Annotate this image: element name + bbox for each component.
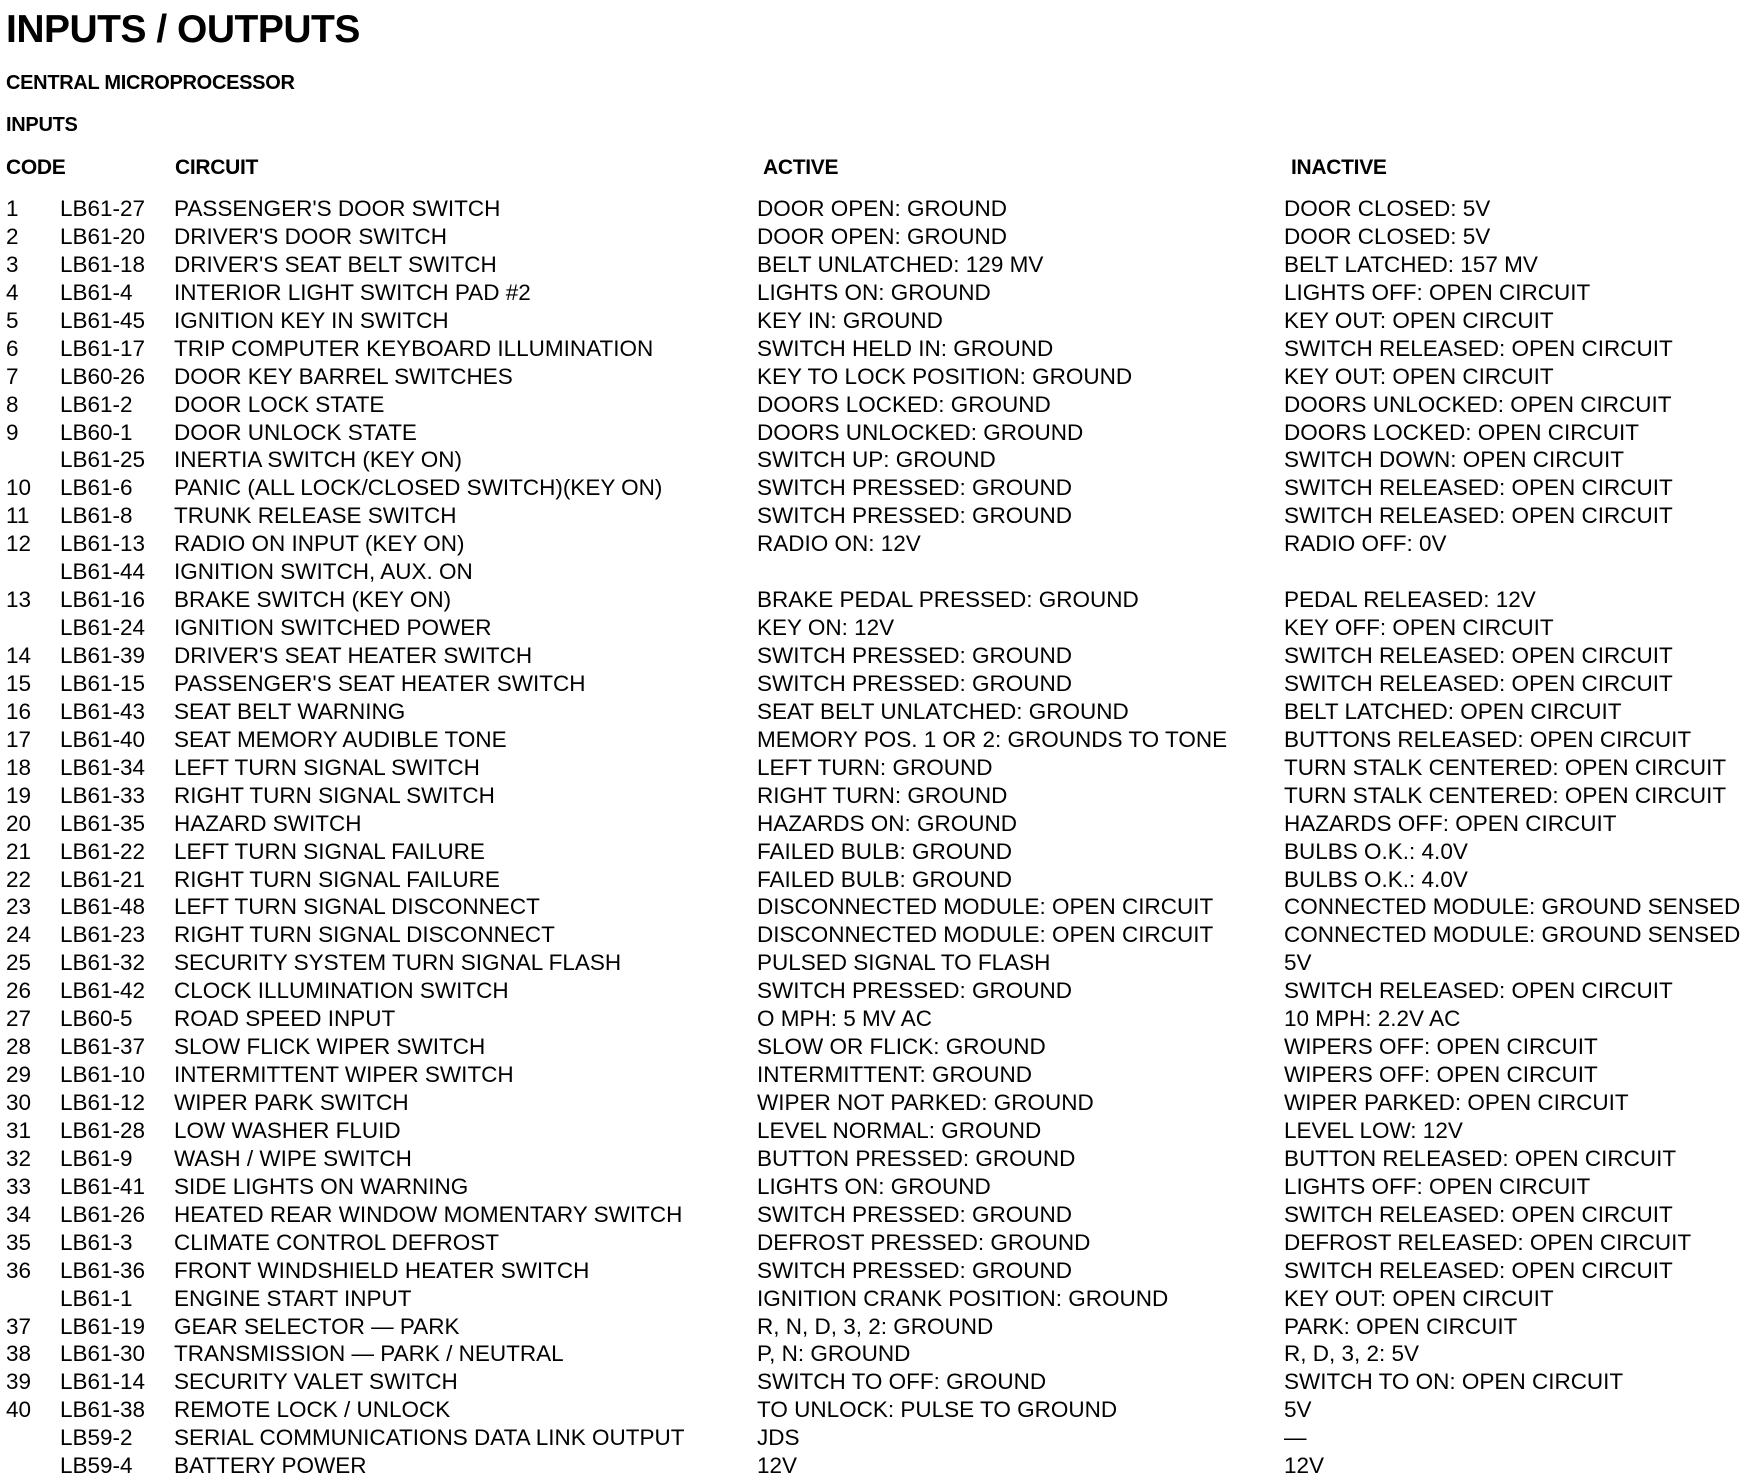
circuit-name: IGNITION SWITCHED POWER	[174, 615, 492, 641]
active-state: DOORS UNLOCKED: GROUND	[757, 419, 1084, 445]
table-row	[0, 502, 1762, 530]
active-state: KEY TO LOCK POSITION: GROUND	[757, 363, 1133, 389]
inactive-state: KEY OUT: OPEN CIRCUIT	[1284, 307, 1554, 333]
table-row	[0, 726, 1762, 754]
code-number: 4	[6, 279, 19, 305]
table-row	[0, 921, 1762, 949]
inactive-state: BUTTON RELEASED: OPEN CIRCUIT	[1284, 1145, 1677, 1171]
pin-code: LB61-42	[60, 978, 146, 1004]
circuit-name: LEFT TURN SIGNAL FAILURE	[174, 838, 485, 864]
table-row	[0, 474, 1762, 502]
inactive-state: DOORS LOCKED: OPEN CIRCUIT	[1284, 419, 1640, 445]
circuit-name: REMOTE LOCK / UNLOCK	[174, 1397, 451, 1423]
inactive-state: PARK: OPEN CIRCUIT	[1284, 1313, 1518, 1339]
circuit-name: SECURITY SYSTEM TURN SIGNAL FLASH	[174, 950, 622, 976]
circuit-name: SERIAL COMMUNICATIONS DATA LINK OUTPUT	[174, 1425, 685, 1451]
pin-code: LB61-9	[60, 1145, 133, 1171]
circuit-name: DRIVER'S SEAT HEATER SWITCH	[174, 643, 533, 668]
inactive-state: TURN STALK CENTERED: OPEN CIRCUIT	[1284, 754, 1727, 780]
table-row	[0, 1424, 1762, 1452]
circuit-name: LOW WASHER FLUID	[174, 1117, 401, 1143]
circuit-name: CLIMATE CONTROL DEFROST	[174, 1229, 500, 1255]
table-row	[0, 446, 1762, 474]
circuit-name: DRIVER'S DOOR SWITCH	[174, 223, 448, 249]
inactive-state: 5V	[1284, 950, 1312, 976]
pin-code: LB61-40	[60, 726, 146, 752]
pin-code: LB61-17	[60, 335, 146, 361]
code-number: 27	[6, 1006, 32, 1032]
active-state: JDS	[757, 1425, 800, 1451]
circuit-name: DOOR KEY BARREL SWITCHES	[174, 363, 513, 389]
circuit-name: CLOCK ILLUMINATION SWITCH	[174, 978, 509, 1004]
code-number: 32	[6, 1145, 32, 1171]
table-row	[0, 279, 1762, 307]
table-row	[0, 1313, 1762, 1341]
inactive-state: DOOR CLOSED: 5V	[1284, 196, 1491, 221]
active-state: WIPER NOT PARKED: GROUND	[757, 1090, 1094, 1115]
pin-code: LB61-16	[60, 587, 146, 613]
code-number: 1	[6, 196, 19, 221]
code-number: 3	[6, 251, 19, 277]
circuit-name: WIPER PARK SWITCH	[174, 1090, 409, 1115]
code-number: 20	[6, 810, 32, 836]
active-state: SWITCH PRESSED: GROUND	[757, 475, 1073, 501]
pin-code: LB61-18	[60, 251, 146, 277]
table-row	[0, 391, 1762, 419]
inactive-state: BUTTONS RELEASED: OPEN CIRCUIT	[1284, 726, 1692, 752]
circuit-name: SECURITY VALET SWITCH	[174, 1369, 458, 1395]
table-row	[0, 1033, 1762, 1061]
pin-code: LB61-26	[60, 1201, 146, 1227]
table-row	[0, 363, 1762, 391]
active-state: SEAT BELT UNLATCHED: GROUND	[757, 698, 1129, 724]
active-state: DOORS LOCKED: GROUND	[757, 391, 1051, 417]
circuit-name: SIDE LIGHTS ON WARNING	[174, 1173, 469, 1199]
circuit-name: RIGHT TURN SIGNAL FAILURE	[174, 866, 500, 892]
table-row	[0, 949, 1762, 977]
code-number: 30	[6, 1090, 32, 1115]
active-state: BRAKE PEDAL PRESSED: GROUND	[757, 587, 1139, 613]
code-number: 23	[6, 894, 32, 920]
pin-code: LB61-35	[60, 810, 146, 836]
pin-code: LB61-41	[60, 1173, 146, 1199]
circuit-name: TRIP COMPUTER KEYBOARD ILLUMINATION	[174, 335, 654, 361]
active-state: DISCONNECTED MODULE: OPEN CIRCUIT	[757, 894, 1214, 920]
pin-code: LB59-4	[60, 1453, 133, 1479]
pin-code: LB61-13	[60, 531, 146, 557]
code-number: 7	[6, 363, 19, 389]
pin-code: LB61-15	[60, 670, 146, 696]
circuit-name: PANIC (ALL LOCK/CLOSED SWITCH)(KEY ON)	[174, 475, 663, 501]
table-row	[0, 1005, 1762, 1033]
active-state: R, N, D, 3, 2: GROUND	[757, 1313, 994, 1339]
table-row	[0, 558, 1762, 586]
table-row	[0, 754, 1762, 782]
code-number: 11	[6, 503, 30, 529]
active-state: SWITCH PRESSED: GROUND	[757, 643, 1073, 668]
table-row	[0, 586, 1762, 614]
pin-code: LB61-45	[60, 307, 146, 333]
active-state: SWITCH PRESSED: GROUND	[757, 503, 1073, 529]
inactive-state: SWITCH DOWN: OPEN CIRCUIT	[1284, 447, 1624, 473]
table-row	[0, 893, 1762, 921]
section-heading: INPUTS	[6, 114, 78, 136]
pin-code: LB60-26	[60, 363, 146, 389]
table-row	[0, 1340, 1762, 1368]
pin-code: LB61-34	[60, 754, 146, 780]
circuit-name: SLOW FLICK WIPER SWITCH	[174, 1034, 486, 1060]
circuit-name: ENGINE START INPUT	[174, 1285, 412, 1311]
active-state: LIGHTS ON: GROUND	[757, 279, 991, 305]
table-row	[0, 1145, 1762, 1173]
pin-code: LB61-39	[60, 643, 146, 668]
active-state: BELT UNLATCHED: 129 MV	[757, 251, 1044, 277]
inactive-state: 12V	[1284, 1453, 1325, 1479]
pin-code: LB61-38	[60, 1397, 146, 1423]
pin-code: LB60-5	[60, 1006, 133, 1032]
pin-code: LB61-4	[60, 279, 133, 305]
code-number: 22	[6, 866, 32, 892]
table-row	[0, 1452, 1762, 1480]
circuit-name: RIGHT TURN SIGNAL SWITCH	[174, 782, 495, 808]
circuit-name: HAZARD SWITCH	[174, 810, 362, 836]
active-state: P, N: GROUND	[757, 1341, 911, 1367]
circuit-name: BRAKE SWITCH (KEY ON)	[174, 587, 452, 613]
inactive-state: LIGHTS OFF: OPEN CIRCUIT	[1284, 1173, 1591, 1199]
table-row	[0, 1061, 1762, 1089]
pin-code: LB61-27	[60, 196, 146, 221]
code-number: 31	[6, 1117, 32, 1143]
table-row	[0, 530, 1762, 558]
table-row	[0, 419, 1762, 447]
active-state: DOOR OPEN: GROUND	[757, 196, 1008, 221]
active-state: DEFROST PRESSED: GROUND	[757, 1229, 1091, 1255]
active-state: BUTTON PRESSED: GROUND	[757, 1145, 1076, 1171]
code-number: 40	[6, 1397, 32, 1423]
active-state: LEVEL NORMAL: GROUND	[757, 1117, 1042, 1143]
inactive-state: BULBS O.K.: 4.0V	[1284, 838, 1468, 864]
inactive-state: SWITCH RELEASED: OPEN CIRCUIT	[1284, 978, 1673, 1004]
pin-code: LB61-1	[60, 1285, 133, 1311]
circuit-name: FRONT WINDSHIELD HEATER SWITCH	[174, 1257, 590, 1283]
table-row	[0, 782, 1762, 810]
pin-code: LB61-24	[60, 615, 146, 641]
inactive-state: SWITCH RELEASED: OPEN CIRCUIT	[1284, 503, 1673, 529]
code-number: 39	[6, 1369, 32, 1395]
inactive-state: DEFROST RELEASED: OPEN CIRCUIT	[1284, 1229, 1692, 1255]
pin-code: LB61-3	[60, 1229, 133, 1255]
pin-code: LB61-22	[60, 838, 146, 864]
active-state: SWITCH HELD IN: GROUND	[757, 335, 1054, 361]
circuit-name: TRUNK RELEASE SWITCH	[174, 503, 457, 529]
inactive-state: SWITCH RELEASED: OPEN CIRCUIT	[1284, 1257, 1673, 1283]
circuit-name: IGNITION KEY IN SWITCH	[174, 307, 449, 333]
pin-code: LB61-12	[60, 1090, 146, 1115]
circuit-name: HEATED REAR WINDOW MOMENTARY SWITCH	[174, 1201, 683, 1227]
code-number: 5	[6, 307, 19, 333]
code-number: 2	[6, 223, 19, 249]
code-number: 24	[6, 922, 32, 948]
table-row	[0, 642, 1762, 670]
active-state: DISCONNECTED MODULE: OPEN CIRCUIT	[757, 922, 1214, 948]
circuit-name: INERTIA SWITCH (KEY ON)	[174, 447, 462, 473]
inactive-state: SWITCH RELEASED: OPEN CIRCUIT	[1284, 643, 1673, 668]
active-state: LIGHTS ON: GROUND	[757, 1173, 991, 1199]
inactive-state: —	[1284, 1425, 1307, 1451]
table-row	[0, 810, 1762, 838]
inactive-state: WIPERS OFF: OPEN CIRCUIT	[1284, 1062, 1598, 1088]
inactive-state: TURN STALK CENTERED: OPEN CIRCUIT	[1284, 782, 1727, 808]
inactive-state: WIPERS OFF: OPEN CIRCUIT	[1284, 1034, 1598, 1060]
column-header-active: ACTIVE	[763, 156, 839, 179]
page-title: INPUTS / OUTPUTS	[6, 8, 360, 51]
pin-code: LB61-6	[60, 475, 133, 501]
active-state: SWITCH PRESSED: GROUND	[757, 978, 1073, 1004]
table-row	[0, 251, 1762, 279]
circuit-name: ROAD SPEED INPUT	[174, 1006, 396, 1032]
table-row	[0, 977, 1762, 1005]
inactive-state: LIGHTS OFF: OPEN CIRCUIT	[1284, 279, 1591, 305]
pin-code: LB61-36	[60, 1257, 146, 1283]
pin-code: LB61-43	[60, 698, 146, 724]
pin-code: LB61-2	[60, 391, 133, 417]
table-row	[0, 223, 1762, 251]
active-state: SWITCH TO OFF: GROUND	[757, 1369, 1047, 1395]
active-state: HAZARDS ON: GROUND	[757, 810, 1018, 836]
active-state: SLOW OR FLICK: GROUND	[757, 1034, 1046, 1060]
table-row	[0, 698, 1762, 726]
code-number: 14	[6, 643, 32, 668]
active-state: INTERMITTENT: GROUND	[757, 1062, 1032, 1088]
code-number: 18	[6, 754, 32, 780]
inactive-state: HAZARDS OFF: OPEN CIRCUIT	[1284, 810, 1617, 836]
code-number: 16	[6, 698, 32, 724]
code-number: 10	[6, 475, 32, 501]
inactive-state: PEDAL RELEASED: 12V	[1284, 587, 1536, 613]
pin-code: LB61-25	[60, 447, 146, 473]
pin-code: LB61-23	[60, 922, 146, 948]
active-state: PULSED SIGNAL TO FLASH	[757, 950, 1051, 976]
pin-code: LB61-33	[60, 782, 146, 808]
column-header-code: CODE	[6, 156, 66, 179]
circuit-name: DOOR UNLOCK STATE	[174, 419, 417, 445]
column-header-circuit: CIRCUIT	[175, 156, 259, 179]
pin-code: LB61-10	[60, 1062, 146, 1088]
inactive-state: RADIO OFF: 0V	[1284, 531, 1447, 557]
active-state: FAILED BULB: GROUND	[757, 838, 1013, 864]
active-state: IGNITION CRANK POSITION: GROUND	[757, 1285, 1169, 1311]
active-state: O MPH: 5 MV AC	[757, 1006, 933, 1032]
code-number: 38	[6, 1341, 32, 1367]
inactive-state: DOOR CLOSED: 5V	[1284, 223, 1491, 249]
pin-code: LB61-8	[60, 503, 133, 529]
circuit-name: SEAT MEMORY AUDIBLE TONE	[174, 726, 507, 752]
pin-code: LB61-20	[60, 223, 146, 249]
inactive-state: DOORS UNLOCKED: OPEN CIRCUIT	[1284, 391, 1672, 417]
inactive-state: CONNECTED MODULE: GROUND SENSED	[1284, 922, 1741, 948]
code-number: 15	[6, 670, 32, 696]
inactive-state: BULBS O.K.: 4.0V	[1284, 866, 1468, 892]
active-state: SWITCH PRESSED: GROUND	[757, 1257, 1073, 1283]
inactive-state: SWITCH TO ON: OPEN CIRCUIT	[1284, 1369, 1624, 1395]
active-state: KEY ON: 12V	[757, 615, 895, 641]
code-number: 12	[6, 531, 32, 557]
table-row	[0, 1368, 1762, 1396]
code-number: 37	[6, 1313, 32, 1339]
circuit-name: INTERMITTENT WIPER SWITCH	[174, 1062, 514, 1088]
active-state: KEY IN: GROUND	[757, 307, 943, 333]
table-row	[0, 1201, 1762, 1229]
circuit-name: LEFT TURN SIGNAL SWITCH	[174, 754, 480, 780]
table-row	[0, 1285, 1762, 1313]
pin-code: LB61-14	[60, 1369, 146, 1395]
table-row	[0, 670, 1762, 698]
table-row	[0, 838, 1762, 866]
pin-code: LB61-44	[60, 559, 146, 585]
page-subtitle: CENTRAL MICROPROCESSOR	[6, 72, 295, 94]
code-number: 29	[6, 1062, 32, 1088]
inactive-state: BELT LATCHED: 157 MV	[1284, 251, 1538, 277]
circuit-name: DOOR LOCK STATE	[174, 391, 385, 417]
inactive-state: 5V	[1284, 1397, 1312, 1423]
inactive-state: LEVEL LOW: 12V	[1284, 1117, 1463, 1143]
pin-code: LB61-30	[60, 1341, 146, 1367]
code-number: 36	[6, 1257, 32, 1283]
inactive-state: KEY OUT: OPEN CIRCUIT	[1284, 363, 1554, 389]
circuit-name: LEFT TURN SIGNAL DISCONNECT	[174, 894, 540, 920]
inactive-state: R, D, 3, 2: 5V	[1284, 1341, 1420, 1367]
pin-code: LB61-48	[60, 894, 146, 920]
inactive-state: SWITCH RELEASED: OPEN CIRCUIT	[1284, 475, 1673, 501]
inactive-state: SWITCH RELEASED: OPEN CIRCUIT	[1284, 1201, 1673, 1227]
circuit-name: BATTERY POWER	[174, 1453, 367, 1479]
pin-code: LB60-1	[60, 419, 133, 445]
inactive-state: WIPER PARKED: OPEN CIRCUIT	[1284, 1090, 1629, 1115]
active-state: DOOR OPEN: GROUND	[757, 223, 1008, 249]
circuit-name: INTERIOR LIGHT SWITCH PAD #2	[174, 279, 531, 305]
circuit-name: TRANSMISSION — PARK / NEUTRAL	[174, 1341, 564, 1367]
pin-code: LB61-28	[60, 1117, 146, 1143]
code-number: 25	[6, 950, 32, 976]
active-state: LEFT TURN: GROUND	[757, 754, 993, 780]
table-row	[0, 335, 1762, 363]
code-number: 13	[6, 587, 32, 613]
active-state: FAILED BULB: GROUND	[757, 866, 1013, 892]
active-state: 12V	[757, 1453, 798, 1479]
code-number: 34	[6, 1201, 32, 1227]
inactive-state: BELT LATCHED: OPEN CIRCUIT	[1284, 698, 1622, 724]
inactive-state: KEY OFF: OPEN CIRCUIT	[1284, 615, 1554, 641]
code-number: 21	[6, 838, 32, 864]
active-state: MEMORY POS. 1 OR 2: GROUNDS TO TONE	[757, 726, 1228, 752]
active-state: SWITCH PRESSED: GROUND	[757, 670, 1073, 696]
table-row	[0, 1229, 1762, 1257]
io-table	[0, 195, 1762, 1480]
circuit-name: DRIVER'S SEAT BELT SWITCH	[174, 251, 497, 277]
circuit-name: WASH / WIPE SWITCH	[174, 1145, 412, 1171]
column-header-inactive: INACTIVE	[1291, 156, 1387, 179]
code-number: 26	[6, 978, 32, 1004]
active-state: SWITCH PRESSED: GROUND	[757, 1201, 1073, 1227]
circuit-name: RIGHT TURN SIGNAL DISCONNECT	[174, 922, 555, 948]
table-row	[0, 307, 1762, 335]
pin-code: LB61-32	[60, 950, 146, 976]
active-state: RADIO ON: 12V	[757, 531, 921, 557]
inactive-state: KEY OUT: OPEN CIRCUIT	[1284, 1285, 1554, 1311]
pin-code: LB61-37	[60, 1034, 146, 1060]
pin-code: LB59-2	[60, 1425, 133, 1451]
circuit-name: IGNITION SWITCH, AUX. ON	[174, 559, 473, 585]
code-number: 9	[6, 419, 19, 445]
inactive-state: CONNECTED MODULE: GROUND SENSED	[1284, 894, 1741, 920]
pin-code: LB61-19	[60, 1313, 146, 1339]
code-number: 17	[6, 726, 32, 752]
inactive-state: SWITCH RELEASED: OPEN CIRCUIT	[1284, 335, 1673, 361]
table-row	[0, 1089, 1762, 1117]
table-row	[0, 866, 1762, 894]
code-number: 28	[6, 1034, 32, 1060]
table-row	[0, 195, 1762, 223]
inactive-state: SWITCH RELEASED: OPEN CIRCUIT	[1284, 670, 1673, 696]
circuit-name: RADIO ON INPUT (KEY ON)	[174, 531, 465, 557]
circuit-name: GEAR SELECTOR — PARK	[174, 1313, 460, 1339]
active-state: SWITCH UP: GROUND	[757, 447, 996, 473]
circuit-name: PASSENGER'S SEAT HEATER SWITCH	[174, 670, 586, 696]
code-number: 33	[6, 1173, 32, 1199]
table-row	[0, 1257, 1762, 1285]
active-state: RIGHT TURN: GROUND	[757, 782, 1008, 808]
table-row	[0, 1117, 1762, 1145]
code-number: 35	[6, 1229, 32, 1255]
circuit-name: PASSENGER'S DOOR SWITCH	[174, 196, 501, 221]
circuit-name: SEAT BELT WARNING	[174, 698, 406, 724]
code-number: 6	[6, 335, 19, 361]
table-row	[0, 1173, 1762, 1201]
table-row	[0, 614, 1762, 642]
pin-code: LB61-21	[60, 866, 146, 892]
active-state: TO UNLOCK: PULSE TO GROUND	[757, 1397, 1118, 1423]
table-row	[0, 1396, 1762, 1424]
code-number: 8	[6, 391, 19, 417]
code-number: 19	[6, 782, 32, 808]
inactive-state: 10 MPH: 2.2V AC	[1284, 1006, 1461, 1032]
